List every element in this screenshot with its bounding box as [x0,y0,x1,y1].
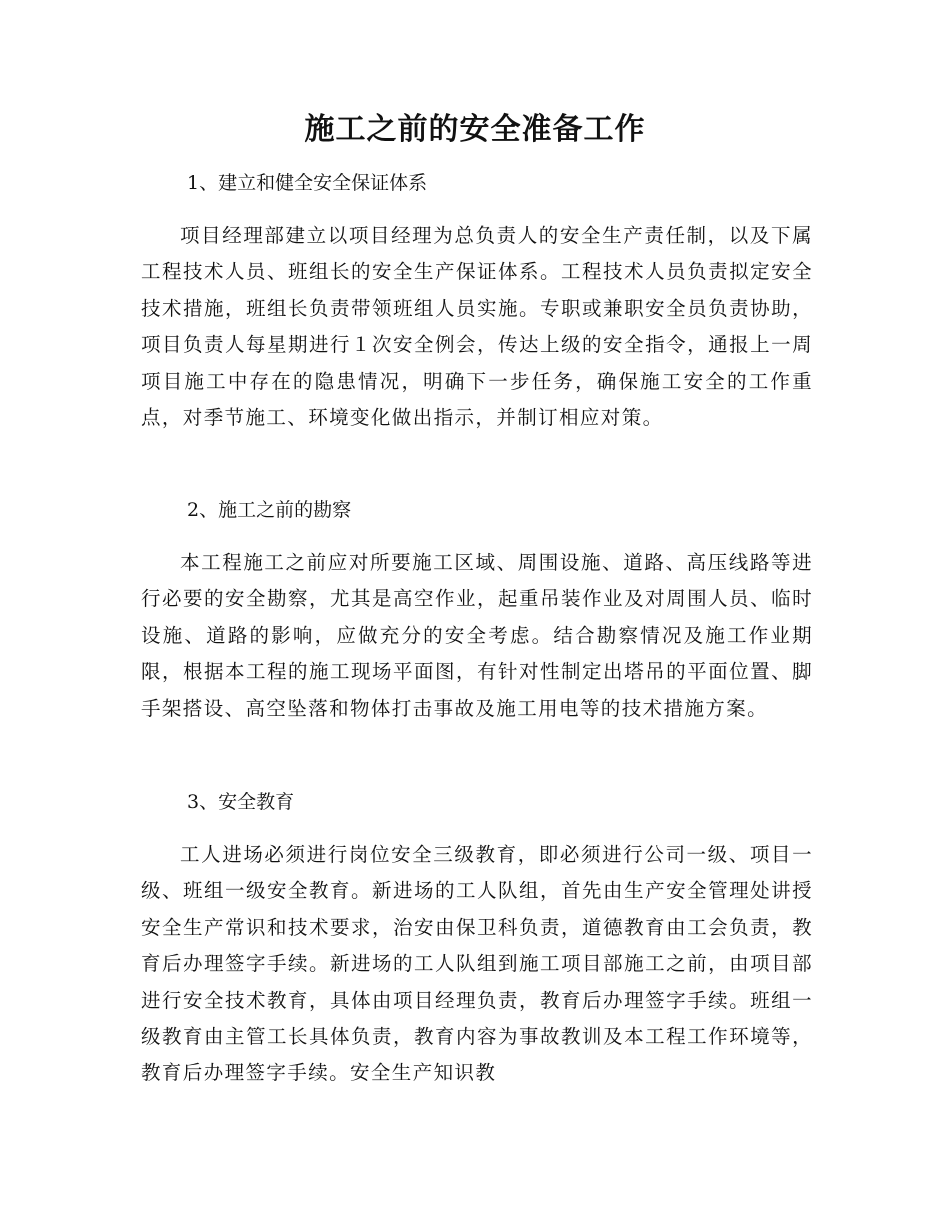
section-heading-1: 1、建立和健全安全保证体系 [187,172,428,194]
section-body-1: 项目经理部建立以项目经理为总负责人的安全生产责任制，以及下属工程技术人员、班组长的安全生产保证体系。工程技术人员负责拟定安全技术措施，班组长负责带领班组人员实施。专职或兼职安全员负责协助，项目负责人每星期进行１次安全例会，传达上级的安全指令，通报上一周项目施工中存在的隐患情况，明确下一步任务，确保施工安全的工作重点，对季节施工、环境变化做出指示，并制订相应对策。 [141,224,813,430]
section-heading-3: 3、安全教育 [187,791,295,813]
section-heading-2: 2、施工之前的勘察 [187,499,352,521]
section-body-3: 工人进场必须进行岗位安全三级教育，即必须进行公司一级、项目一级、班组一级安全教育。新进场的工人队组，首先由生产安全管理处讲授安全生产常识和技术要求，治安由保卫科负责，道德教育由工会负责，教育后办理签字手续。新进场的工人队组到施工项目部施工之前，由项目部进行安全技术教育，具体由项目经理负责，教育后办理签字手续。班组一级教育由主管工长具体负责，教育内容为事故教训及本工程工作环境等，教育后办理签字手续。安全生产知识教 [141,843,813,1085]
section-body-2: 本工程施工之前应对所要施工区域、周围设施、道路、高压线路等进行必要的安全勘察，尤其是高空作业，起重吊装作业及对周围人员、临时设施、道路的影响，应做充分的安全考虑。结合勘察情况及施工作业期限，根据本工程的施工现场平面图，有针对性制定出塔吊的平面位置、脚手架搭设、高空坠落和物体打击事故及施工用电等的技术措施方案。 [141,551,813,720]
document-title: 施工之前的安全准备工作 [304,112,646,147]
